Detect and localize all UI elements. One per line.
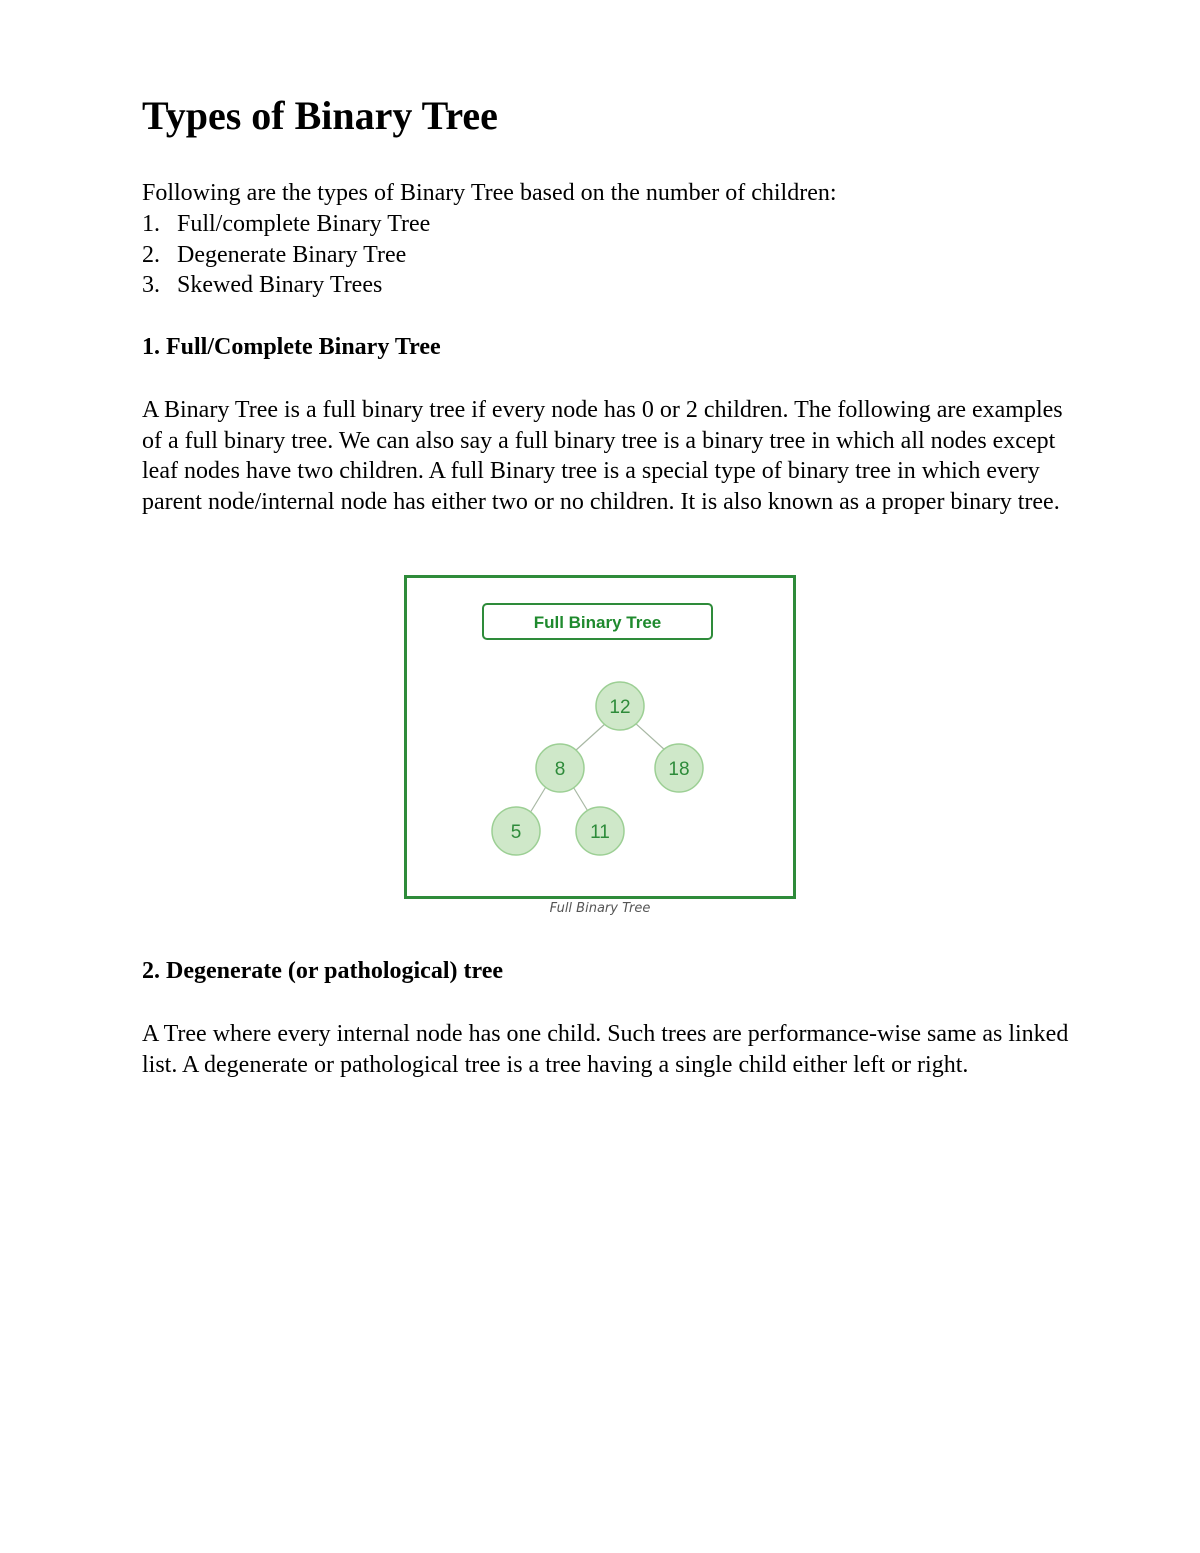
tree-node-value: 12 — [609, 697, 631, 718]
list-item-label: Degenerate Binary Tree — [177, 241, 407, 268]
list-item — [142, 240, 430, 271]
section-heading-degenerate-tree: 2. Degenerate (or pathological) tree — [142, 958, 503, 984]
full-binary-tree-paragraph: A Binary Tree is a full binary tree if every node has 0 or 2 children. The following are examples of a full binary tree. We can also say a full binary tree is a binary tree in which all nodes except leaf nodes have two children. A full Binary tree is a special type of binary tree in which every parent node/internal node has either two or no children. It is also known as a proper binary tree. — [142, 397, 1063, 515]
list-item-number: 3. — [142, 272, 160, 298]
figure-caption: Full Binary Tree — [549, 901, 651, 916]
tree-node — [536, 744, 584, 792]
tree-node-value: 5 — [510, 822, 522, 843]
tree-node — [492, 807, 540, 855]
intro-paragraph: Following are the types of Binary Tree based on the number of children: — [142, 180, 837, 206]
full-binary-tree-diagram — [404, 575, 796, 899]
tree-node — [655, 744, 703, 792]
tree-node-value: 11 — [590, 822, 610, 843]
tree-node — [576, 807, 624, 855]
tree-node — [596, 682, 644, 730]
full-binary-tree-figure — [404, 575, 796, 899]
list-item-label: Full/complete Binary Tree — [177, 211, 431, 237]
page-title: Types of Binary Tree — [142, 93, 498, 138]
binary-tree-types-list — [142, 209, 430, 301]
list-item — [142, 209, 430, 240]
tree-node-value: 8 — [554, 759, 566, 780]
figure-label-text: Full Binary Tree — [533, 613, 662, 632]
list-item-label: Skewed Binary Trees — [177, 272, 383, 298]
section-heading-full-binary-tree: 1. Full/Complete Binary Tree — [142, 334, 441, 360]
list-item-number: 1. — [142, 211, 160, 237]
list-item-number: 2. — [142, 241, 160, 268]
degenerate-tree-paragraph: A Tree where every internal node has one child. Such trees are performance-wise same as linked list. A degenerate or pathological tree is a tree having a single child either left or right. — [142, 1021, 1069, 1078]
tree-node-value: 18 — [668, 759, 690, 780]
list-item — [142, 270, 430, 301]
